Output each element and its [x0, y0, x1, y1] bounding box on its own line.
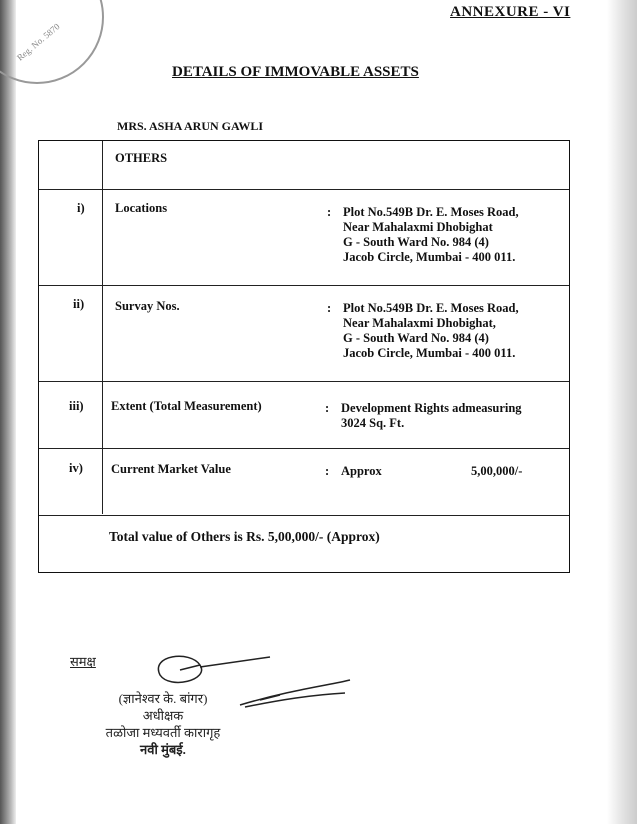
- row-number: iii): [69, 399, 84, 413]
- scan-edge-right: [607, 0, 637, 824]
- row-number: ii): [73, 297, 85, 311]
- separator: :: [325, 401, 330, 415]
- assets-table: [38, 140, 570, 573]
- row-value: Plot No.549B Dr. E. Moses Road, Near Mahalaxmi Dhobighat G - South Ward No. 984 (4) Jacob Circle, Mumbai - 400 011.: [343, 205, 519, 264]
- row-amount: 5,00,000/-: [471, 464, 523, 478]
- separator: :: [327, 301, 332, 315]
- scan-edge-left: [0, 0, 16, 824]
- annexure-label: ANNEXURE - VI: [450, 4, 571, 20]
- document-title: DETAILS OF IMMOVABLE ASSETS: [172, 64, 419, 80]
- witness-mark: समक्ष: [70, 654, 96, 669]
- row-value: Plot No.549B Dr. E. Moses Road, Near Mahalaxmi Dhobighat, G - South Ward No. 984 (4) Jacob Circle, Mumbai - 400 011.: [343, 301, 519, 360]
- section-header: OTHERS: [115, 151, 168, 165]
- separator: :: [325, 464, 330, 478]
- separator: :: [327, 205, 332, 219]
- row-label: Locations: [115, 201, 168, 215]
- row-label: Current Market Value: [111, 462, 231, 476]
- owner-name: MRS. ASHA ARUN GAWLI: [117, 119, 264, 133]
- row-number: iv): [69, 461, 83, 475]
- row-label: Survay Nos.: [115, 299, 180, 313]
- notary-stamp: Reg. No. 5870: [0, 0, 104, 84]
- official-seal: (ज्ञानेश्वर के. बांगर) अधीक्षक तळोजा मध्यवर्ती कारागृह नवी मुंबई.: [105, 691, 221, 757]
- total-value: Total value of Others is Rs. 5,00,000/- (Approx): [109, 529, 380, 544]
- row-value: Approx: [341, 464, 382, 478]
- row-value: Development Rights admeasuring 3024 Sq. Ft.: [341, 401, 522, 430]
- row-label: Extent (Total Measurement): [111, 399, 262, 413]
- row-number: i): [77, 201, 85, 215]
